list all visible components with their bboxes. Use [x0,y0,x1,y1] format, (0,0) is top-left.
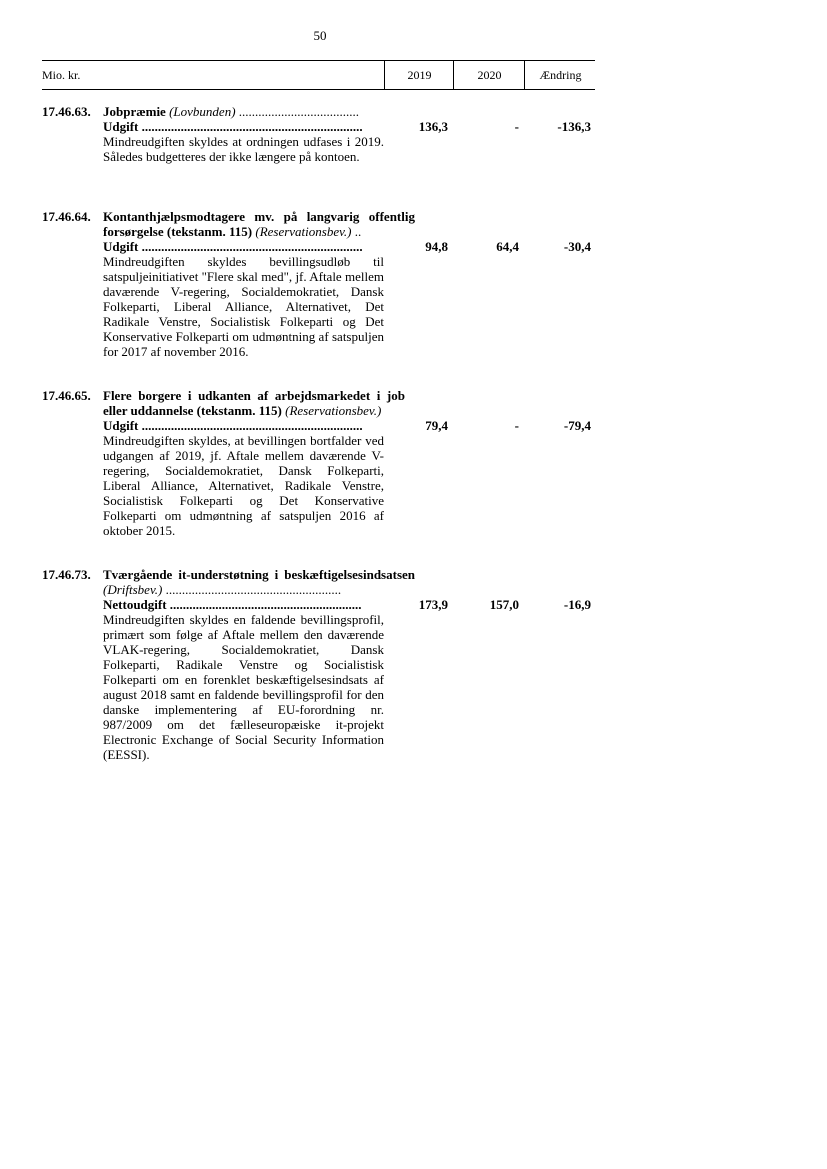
entry-title: Jobpræmie (Lovbunden) ..................................... [103,104,360,119]
entry-title: Tværgående it-understøtning i beskæftigelsesindsatsen (Driftsbev.) ...................................................... [103,567,415,597]
line-label: Udgift .................................................................... [103,119,363,134]
entry-description: Mindreudgiften skyldes en faldende bevillingsprofil, primært som følge af Aftale mellem den daværende VLAK-regering, Socialdemokratiet, Dansk Folkeparti, Radikale Venstre og Socialistisk Folkeparti om en forenklet beskæftigelsesindsats af august 2018 samt en faldende bevillingsprofil for den danske implementering af EU-forordning nr. 987/2009 om det fælleseuropæiske it-projekt Electronic Exchange of Social Security Information (EESSI). [103,612,384,762]
value-change: -136,3 [557,119,591,134]
account-number: 17.46.63. [42,104,91,119]
account-number: 17.46.65. [42,388,91,403]
page-number: 50 [313,28,327,43]
value-2020: - [514,119,519,134]
header-2019: 2019 [384,61,454,89]
account-number: 17.46.64. [42,209,91,224]
header-2020: 2020 [453,61,525,89]
value-2020: - [514,418,519,433]
value-2019: 136,3 [418,119,448,134]
value-change: -30,4 [563,239,591,254]
header-change: Ændring [524,61,596,89]
value-2019: 94,8 [425,239,448,254]
line-label: Nettoudgift ........................................................... [103,597,362,612]
entry-description: Mindreudgiften skyldes bevillingsudløb til satspuljeinitiativet "Flere skal med", jf. Aftale mellem daværende V-regering, Socialdemokratiet, Dansk Folkeparti, Liberal Alliance, Alternativet, Det Radikale Venstre, Socialistisk Folkeparti og Det Konservative Folkeparti om udmøntning af satspuljen for 2017 af november 2016. [103,254,384,359]
entry-description: Mindreudgiften skyldes at ordningen udfases i 2019. Således budgetteres der ikke længere på kontoen. [103,134,384,164]
entry-description: Mindreudgiften skyldes, at bevillingen bortfalder ved udgangen af 2019, jf. Aftale mellem daværende V-regering, Socialdemokratiet, Dansk Folkeparti, Liberal Alliance, Alternativet, Radikale Venstre, Socialistisk Folkeparti og Det Konservative Folkeparti om udmøntning af satspuljen 2016 af oktober 2015. [103,433,384,538]
entry-body [103,239,384,359]
value-2019: 173,9 [418,597,448,612]
line-label: Udgift .................................................................... [103,418,363,433]
value-change: -16,9 [563,597,591,612]
entry-title: Flere borgere i udkanten af arbejdsmarkedet i job eller uddannelse (tekstanm. 115) (Reservationsbev.) [103,388,405,418]
entry-title: Kontanthjælpsmodtagere mv. på langvarig offentlig forsørgelse (tekstanm. 115) (Reservationsbev.) .. [103,209,415,239]
entry-body [103,119,384,164]
entry-body [103,597,384,762]
entry-body [103,418,384,538]
value-change: -79,4 [563,418,591,433]
value-2020: 157,0 [489,597,519,612]
value-2020: 64,4 [496,239,519,254]
value-2019: 79,4 [425,418,448,433]
line-label: Udgift .................................................................... [103,239,363,254]
header-unit-label: Mio. kr. [42,68,81,82]
table-header [42,60,595,90]
account-number: 17.46.73. [42,567,91,582]
